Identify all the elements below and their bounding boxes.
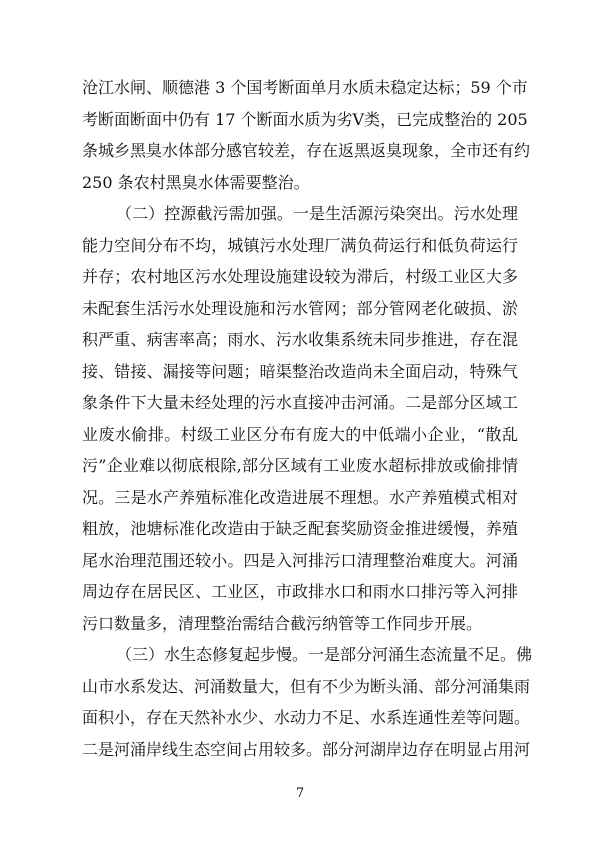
- text-line: 业废水偷排。村级工业区分布有庞大的中低端小企业，“散乱: [82, 424, 518, 444]
- text-line: （二）控源截污需加强。一是生活源污染突出。污水处理: [116, 204, 518, 223]
- text-line: 污”企业难以彻底根除,部分区域有工业废水超标排放或偷排情: [82, 456, 518, 475]
- text-line: 尾水治理范围还较小。四是入河排污口清理整治难度大。河涌: [82, 550, 518, 570]
- text-line: 能力空间分布不均，城镇污水处理厂满负荷运行和低负荷运行: [82, 235, 518, 255]
- text-line: 沧江水闸、顺德港 3 个国考断面单月水质未稳定达标；59 个市: [82, 78, 528, 97]
- text-line: （三）水生态修复起步慢。一是部分河涌生态流量不足。佛: [116, 645, 533, 664]
- text-line: 况。三是水产养殖标准化改造进展不理想。水产养殖模式相对: [82, 487, 518, 507]
- text-line: 积严重、病害率高；雨水、污水收集系统未同步推进，存在混: [82, 330, 518, 349]
- text-line: 象条件下大量未经处理的污水直接冲击河涌。二是部分区域工: [82, 393, 518, 412]
- text-line: 面积小，存在天然补水少、水动力不足、水系连通性差等问题。: [82, 708, 531, 727]
- text-line: 250 条农村黑臭水体需要整治。: [82, 172, 310, 192]
- text-line: 周边存在居民区、工业区，市政排水口和雨水口排污等入河排: [82, 582, 518, 601]
- text-line: 二是河涌岸线生态空间占用较多。部分河湖岸边存在明显占用河: [82, 739, 531, 759]
- text-line: 粗放，池塘标准化改造由于缺乏配套奖励资金推进缓慢，养殖: [82, 519, 518, 538]
- text-line: 并存；农村地区污水处理设施建设较为滞后，村级工业区大多: [82, 267, 518, 286]
- text-line: 条城乡黑臭水体部分感官较差，存在返黑返臭现象，全市还有约: [82, 141, 531, 160]
- text-line: 考断面断面中仍有 17 个断面水质为劣Ⅴ类，已完成整治的 205: [82, 109, 528, 129]
- text-line: 污口数量多，清理整治需结合截污纳管等工作同步开展。: [82, 613, 483, 633]
- text-line: 山市水系发达、河涌数量大，但有不少为断头涌、部分河涌集雨: [82, 676, 531, 696]
- text-line: 未配套生活污水处理设施和污水管网；部分管网老化破损、淤: [82, 298, 518, 318]
- document-body: [82, 72, 533, 765]
- text-line: 接、错接、漏接等问题；暗渠整治改造尚未全面启动，特殊气: [82, 361, 518, 381]
- page-number: 7: [295, 786, 305, 801]
